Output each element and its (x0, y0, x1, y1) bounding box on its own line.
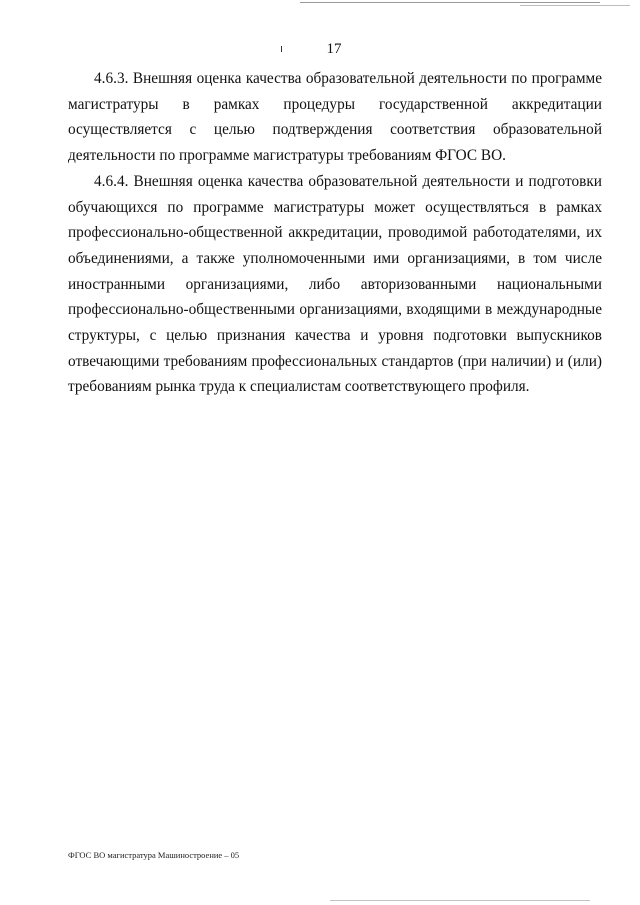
body-text (68, 66, 602, 400)
scan-edge-line (330, 900, 590, 901)
paragraph-4-6-4: 4.6.4. Внешняя оценка качества образовательной деятельности и подготовки обучающихся по программе магистратуры может осуществляться в рамках профессионально-общественной аккредитации, проводимой работодателями, их объединениями, а также уполномоченными ими организациями, в том числе иностранными организациями, либо авторизованными национальными профессионально-общественными организациями, входящими в международные структуры, с целью признания качества и уровня подготовки выпускников отвечающими требованиям профессиональных стандартов (при наличии) и (или) требованиям рынка труда к специалистам соответствующего профиля. (68, 172, 602, 396)
page-number: 17 (326, 41, 342, 57)
scan-edge-line (520, 5, 630, 6)
scan-edge-line (300, 2, 600, 3)
paragraph-4-6-3: 4.6.3. Внешняя оценка качества образовательной деятельности по программе магистратуры в рамках процедуры государственной аккредитации осуществляется с целью подтверждения соответствия образовательной деятельности по программе магистратуры требованиям ФГОС ВО. (68, 70, 602, 165)
document-footer: ФГОС ВО магистратура Машиностроение – 05 (68, 850, 240, 860)
